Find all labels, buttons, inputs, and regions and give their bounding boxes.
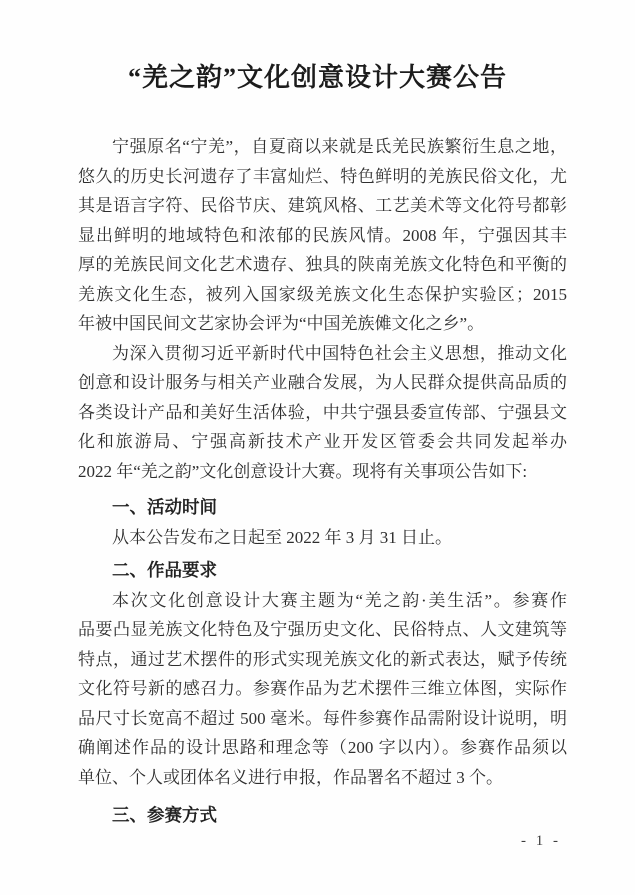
text-line: 宁强原名“宁羌”，自夏商以来就是氐羌民族繁衍生息之地， xyxy=(112,137,567,156)
text-line: 显出鲜明的地域特色和浓郁的民族风情。2008 年，宁强因其丰 xyxy=(78,225,567,245)
text-line: 各类设计产品和美好生活体验，中共宁强县委宣传部、宁强县文 xyxy=(78,402,567,422)
text-line: 品尺寸长宽高不超过 500 毫米。每件参赛作品需附设计说明，明 xyxy=(78,708,567,728)
section-heading-2: 二、作品要求 xyxy=(112,560,217,580)
text-line: 2022 年“羌之韵”文化创意设计大赛。现将有关事项公告如下: xyxy=(78,461,528,481)
text-line: 创意和设计服务与相关产业融合发展，为人民群众提供高品质的 xyxy=(78,373,567,392)
text-line: 本次文化创意设计大赛主题为“羌之韵·美生活”。参赛作 xyxy=(112,590,567,610)
text-line: 为深入贯彻习近平新时代中国特色社会主义思想，推动文化 xyxy=(112,343,567,363)
text-line: 品要凸显羌族文化特色及宁强历史文化、民俗特点、人文建筑等 xyxy=(78,620,567,639)
text-line: 羌族文化生态，被列入国家级羌族文化生态保护实验区；2015 xyxy=(78,284,567,304)
text-line: 化和旅游局、宁强高新技术产业开发区管委会共同发起举办 xyxy=(78,432,567,451)
text-line: 悠久的历史长河遗存了丰富灿烂、特色鲜明的羌族民俗文化，尤 xyxy=(78,166,567,186)
text-line: 特点，通过艺术摆件的形式实现羌族文化的新式表达，赋予传统 xyxy=(78,649,567,669)
text-line: 从本公告发布之日起至 2022 年 3 月 31 日止。 xyxy=(112,527,452,547)
document-body xyxy=(78,132,567,831)
text-line: 单位、个人或团体名义进行申报，作品署名不超过 3 个。 xyxy=(78,767,503,787)
document-title: “羌之韵”文化创意设计大赛公告 xyxy=(127,63,507,92)
text-line: 厚的羌族民间文化艺术遗存、独具的陕南羌族文化特色和平衡的 xyxy=(78,255,567,274)
page-number: - 1 - xyxy=(521,833,561,849)
text-line: 其是语言字符、民俗节庆、建筑风格、工艺美术等文化符号都彰 xyxy=(78,196,567,215)
text-line: 文化符号新的感召力。参赛作品为艺术摆件三维立体图，实际作 xyxy=(78,679,567,698)
section-heading-1: 一、活动时间 xyxy=(112,497,217,517)
section-heading-3: 三、参赛方式 xyxy=(112,805,217,825)
text-line: 确阐述作品的设计思路和理念等（200 字以内）。参赛作品须以 xyxy=(78,738,567,757)
text-line: 年被中国民间文艺家协会评为“中国羌族傩文化之乡”。 xyxy=(78,314,485,333)
